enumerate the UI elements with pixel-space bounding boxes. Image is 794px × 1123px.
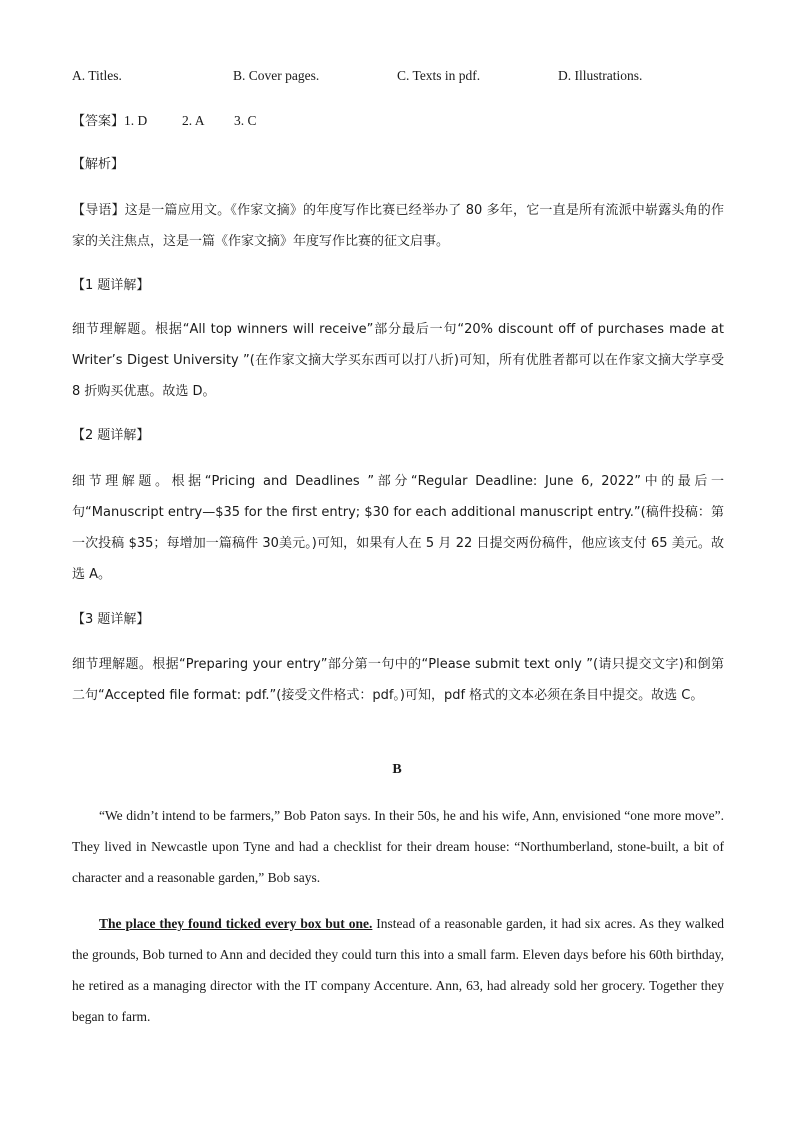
intro-paragraph (72, 195, 724, 257)
answer-3: 3. C (234, 113, 257, 128)
analysis-label: 【解析】 (72, 157, 125, 172)
q3-heading: 【3 题详解】 (72, 612, 150, 627)
passage-b-paragraph-1: “We didn’t intend to be farmers,” Bob Paton says. In their 50s, he and his wife, Ann, envisioned “one more move”. They lived in Newcastle upon Tyne and had a checklist for their dream house: “Northumberland, stone-built, a bit of character and a reasonable garden,” Bob says. (72, 808, 724, 885)
answer-1: 1. D (124, 113, 148, 128)
option-c: C. Texts in pdf. (397, 68, 481, 83)
answer-key-row (72, 111, 724, 132)
intro-label: 【导语】 (72, 203, 125, 218)
q1-explanation: 细节理解题。根据“All top winners will receive”部分最后一句“20% discount off of purchases made at Writer’s Digest University ”(在作家文摘大学买东西可以打八折)可知，所有优胜者都可以在作家文摘大学享受 8 折购买优惠。故选 D。 (72, 322, 724, 399)
answer-label: 【答案】 (72, 114, 125, 129)
paragraph-2-text: Instead of a reasonable garden, it had six acres. As they walked the grounds, Bob turned to Ann and decided they could turn this into a small farm. Eleven days before his 60th birthday, he retired as a managing director with the IT company Accenture. Ann, 63, had already sold her grocery. Together they began to farm. (72, 916, 724, 1024)
q2-heading: 【2 题详解】 (72, 428, 150, 443)
option-b: B. Cover pages. (233, 68, 320, 83)
section-b-title: B (392, 762, 402, 777)
q1-heading: 【1 题详解】 (72, 278, 150, 293)
passage-b-paragraph-2 (72, 908, 724, 1032)
option-d: D. Illustrations. (558, 68, 643, 83)
option-a: A. Titles. (72, 68, 122, 83)
q2-explanation: 细节理解题。根据“Pricing and Deadlines ”部分“Regular Deadline: June 6, 2022”中的最后一句“Manuscript entry—$35 for the first entry; $30 for each additional manuscript entry.”(稿件投稿：第一次投稿 $35；每增加一篇稿件 30美元。)可知，如果有人在 5 月 22 日提交两份稿件，他应该支付 65 美元。故选 A。 (72, 474, 724, 582)
q3-explanation: 细节理解题。根据“Preparing your entry”部分第一句中的“Please submit text only ”(请只提交文字)和倒第二句“Accepted file format: pdf.”(接受文件格式：pdf。)可知，pdf 格式的文本必须在条目中提交。故选 C。 (72, 657, 724, 703)
answer-2: 2. A (182, 113, 205, 128)
underlined-sentence: The place they found ticked every box but one. (99, 916, 373, 931)
intro-text: 这是一篇应用文。《作家文摘》的年度写作比赛已经举办了 80 多年，它一直是所有流派中崭露头角的作家的关注焦点，这是一篇《作家文摘》年度写作比赛的征文启事。 (72, 203, 724, 249)
